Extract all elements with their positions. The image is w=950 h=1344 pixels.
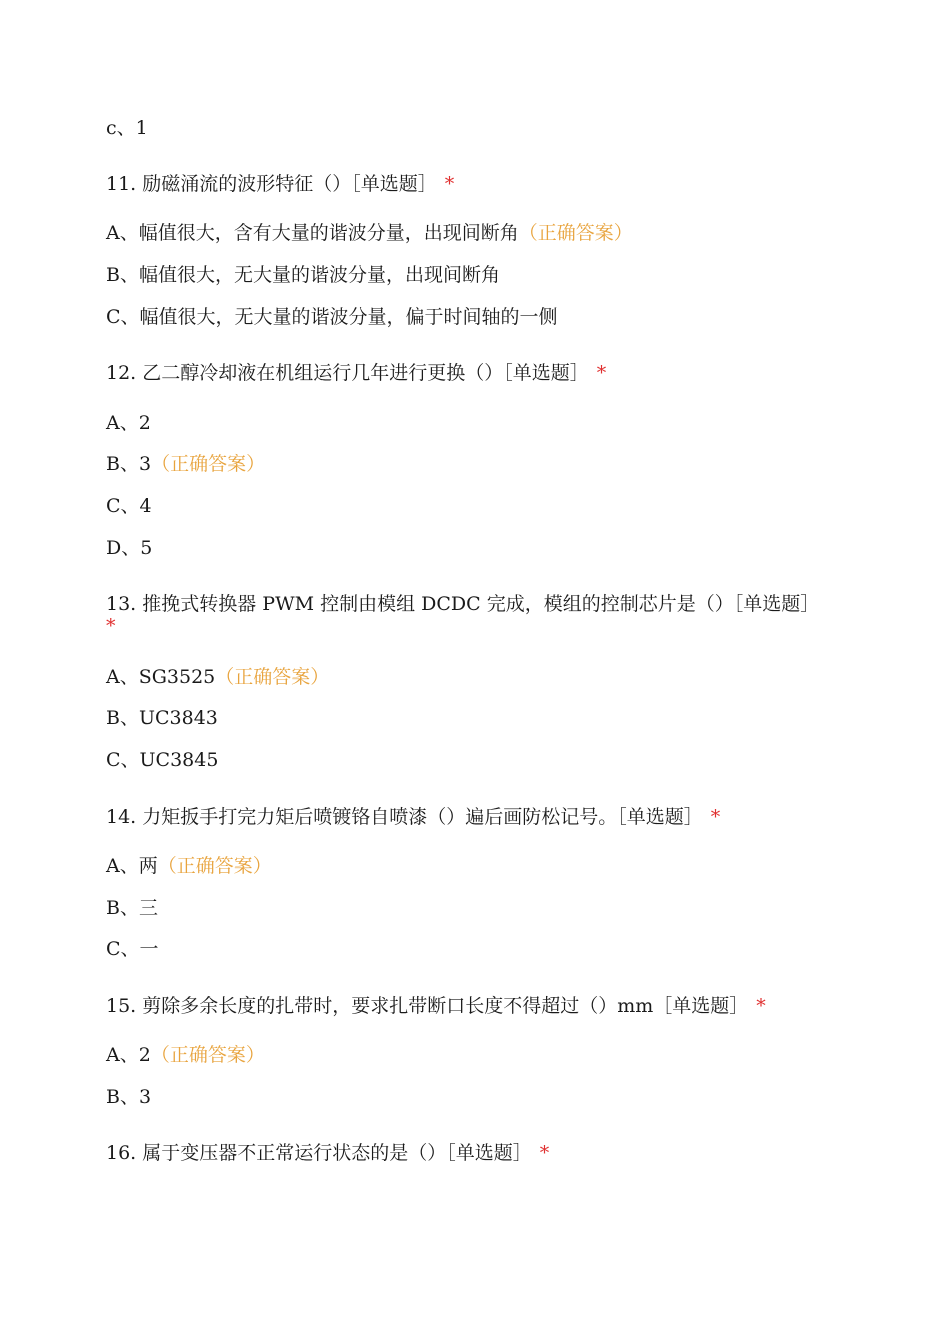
question-12-stem: 12. 乙二醇冷却液在机组运行几年进行更换（）［单选题］ * [106, 362, 607, 384]
correct-answer-label: （正确答案） [215, 666, 330, 688]
question-13-option-c: C、UC3845 [106, 749, 219, 771]
question-13-option-b: B、UC3843 [106, 707, 218, 729]
question-14-option-c: C、一 [106, 938, 159, 960]
correct-answer-label: （正确答案） [518, 222, 633, 244]
question-13-stem: 13. 推挽式转换器 PWM 控制由模组 DCDC 完成，模组的控制芯片是（）［单选题］* [106, 593, 820, 637]
option-c-prev: c、1 [106, 117, 148, 139]
required-marker: * [539, 1142, 550, 1164]
question-12-option-d: D、5 [106, 537, 153, 559]
required-marker: * [106, 615, 116, 637]
correct-answer-label: （正确答案） [151, 453, 266, 475]
correct-answer-label: （正确答案） [150, 1044, 265, 1066]
question-11-stem: 11. 励磁涌流的波形特征（）［单选题］ * [106, 173, 455, 195]
question-14-option-b: B、三 [106, 897, 158, 919]
required-marker: * [596, 362, 607, 384]
question-15-option-b: B、3 [106, 1086, 152, 1108]
required-marker: * [756, 995, 766, 1017]
question-14-option-a: A、两（正确答案） [106, 855, 272, 877]
question-16-stem: 16. 属于变压器不正常运行状态的是（）［单选题］ * [106, 1142, 550, 1164]
question-12-option-b: B、3（正确答案） [106, 453, 266, 475]
question-11-option-a: A、幅值很大，含有大量的谐波分量，出现间断角（正确答案） [106, 222, 633, 244]
question-11-option-b: B、幅值很大，无大量的谐波分量，出现间断角 [106, 264, 500, 286]
question-11-option-c: C、幅值很大，无大量的谐波分量，偏于时间轴的一侧 [106, 306, 558, 328]
required-marker: * [710, 806, 721, 828]
question-12-option-a: A、2 [106, 412, 151, 434]
question-15-stem: 15. 剪除多余长度的扎带时，要求扎带断口长度不得超过（）mm［单选题］ * [106, 995, 766, 1017]
question-14-stem: 14. 力矩扳手打完力矩后喷镀铬自喷漆（）遍后画防松记号。［单选题］ * [106, 806, 721, 828]
required-marker: * [444, 173, 455, 195]
question-13-option-a: A、SG3525（正确答案） [106, 666, 330, 688]
question-15-option-a: A、2（正确答案） [106, 1044, 265, 1066]
correct-answer-label: （正确答案） [157, 855, 272, 877]
question-12-option-c: C、4 [106, 495, 152, 517]
